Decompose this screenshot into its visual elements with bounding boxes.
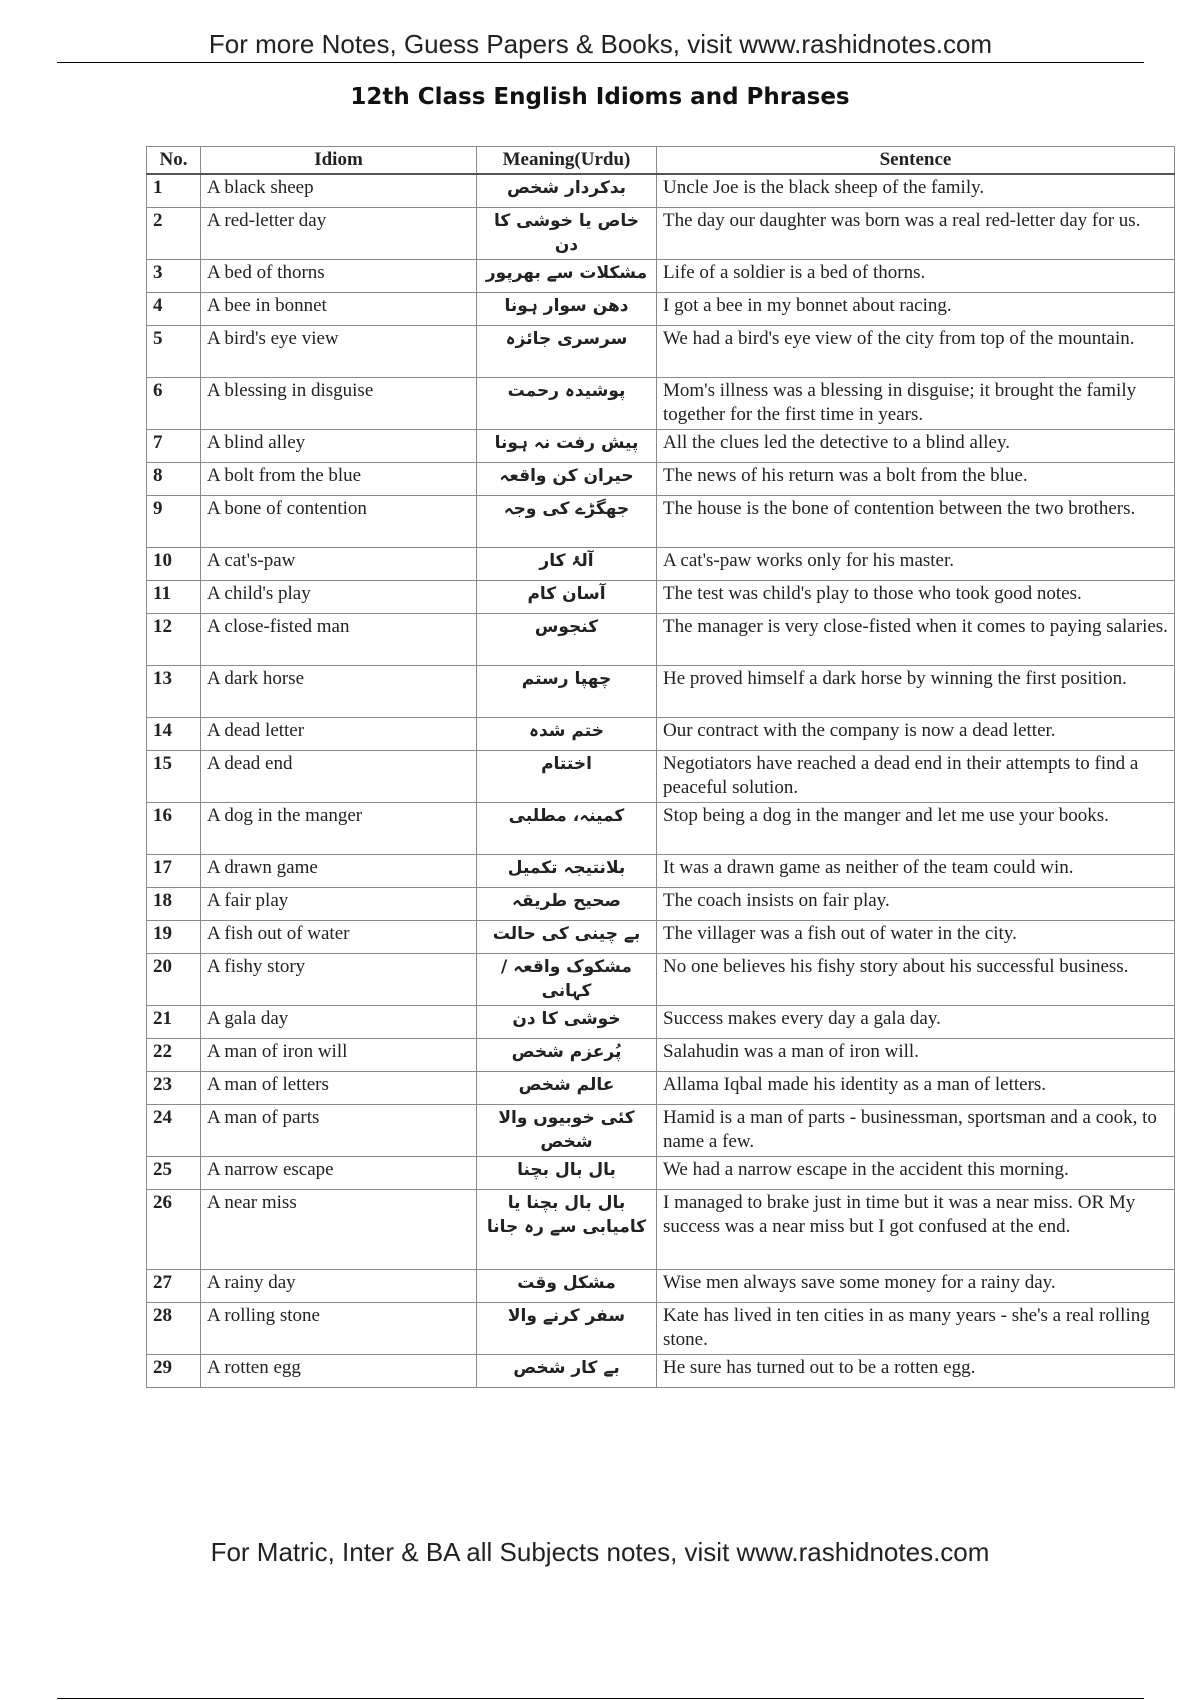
cell-sentence: Allama Iqbal made his identity as a man of letters. [657,1071,1175,1104]
cell-number: 25 [147,1156,201,1189]
table-row [147,920,1175,953]
table-header-row [147,147,1175,175]
cell-sentence: The news of his return was a bolt from the blue. [657,462,1175,495]
cell-urdu-meaning: چھپا رستم [477,665,657,717]
cell-sentence: He proved himself a dark horse by winning the first position. [657,665,1175,717]
table-row [147,854,1175,887]
cell-number: 4 [147,292,201,325]
cell-sentence: The test was child's play to those who took good notes. [657,580,1175,613]
cell-urdu-meaning: اختتام [477,750,657,802]
cell-idiom: A blind alley [201,429,477,462]
cell-urdu-meaning: جھگڑے کی وجہ [477,495,657,547]
cell-sentence: Our contract with the company is now a dead letter. [657,717,1175,750]
cell-urdu-meaning: بال بال بچنا یا کامیابی سے رہ جانا [477,1189,657,1269]
table-row [147,174,1175,207]
cell-idiom: A drawn game [201,854,477,887]
cell-number: 16 [147,802,201,854]
cell-number: 9 [147,495,201,547]
cell-number: 1 [147,174,201,207]
table-row [147,1189,1175,1269]
cell-idiom: A fish out of water [201,920,477,953]
table-row [147,292,1175,325]
cell-urdu-meaning: بے کار شخص [477,1354,657,1387]
cell-urdu-meaning: حیران کن واقعہ [477,462,657,495]
cell-idiom: A rotten egg [201,1354,477,1387]
cell-idiom: A bolt from the blue [201,462,477,495]
table-row [147,547,1175,580]
cell-idiom: A gala day [201,1005,477,1038]
page-header: For more Notes, Guess Papers & Books, visit www.rashidnotes.com [57,28,1144,63]
bottom-rule [57,1698,1144,1699]
column-header-idiom: Idiom [201,147,477,175]
table-row [147,1354,1175,1387]
table-row [147,750,1175,802]
cell-urdu-meaning: آلۂ کار [477,547,657,580]
cell-idiom: A man of letters [201,1071,477,1104]
cell-urdu-meaning: دھن سوار ہونا [477,292,657,325]
cell-sentence: He sure has turned out to be a rotten egg. [657,1354,1175,1387]
cell-sentence: Uncle Joe is the black sheep of the family. [657,174,1175,207]
cell-sentence: The coach insists on fair play. [657,887,1175,920]
cell-idiom: A man of iron will [201,1038,477,1071]
cell-number: 15 [147,750,201,802]
cell-number: 3 [147,259,201,292]
cell-idiom: A dog in the manger [201,802,477,854]
cell-idiom: A dead letter [201,717,477,750]
cell-urdu-meaning: سرسری جائزہ [477,325,657,377]
cell-number: 24 [147,1104,201,1156]
cell-sentence: Life of a soldier is a bed of thorns. [657,259,1175,292]
cell-idiom: A bee in bonnet [201,292,477,325]
cell-sentence: No one believes his fishy story about his successful business. [657,953,1175,1005]
cell-idiom: A blessing in disguise [201,377,477,429]
column-header-meaning: Meaning(Urdu) [477,147,657,175]
table-row [147,429,1175,462]
cell-number: 11 [147,580,201,613]
cell-sentence: Negotiators have reached a dead end in their attempts to find a peaceful solution. [657,750,1175,802]
cell-urdu-meaning: سفر کرنے والا [477,1302,657,1354]
cell-idiom: A bone of contention [201,495,477,547]
cell-urdu-meaning: پیش رفت نہ ہونا [477,429,657,462]
cell-sentence: All the clues led the detective to a blind alley. [657,429,1175,462]
cell-urdu-meaning: پوشیدہ رحمت [477,377,657,429]
cell-sentence: Mom's illness was a blessing in disguise; it brought the family together for the first time in years. [657,377,1175,429]
cell-urdu-meaning: بدکردار شخص [477,174,657,207]
cell-number: 5 [147,325,201,377]
cell-idiom: A narrow escape [201,1156,477,1189]
cell-idiom: A bird's eye view [201,325,477,377]
table-row [147,953,1175,1005]
table-row [147,1302,1175,1354]
column-header-no: No. [147,147,201,175]
table-row [147,613,1175,665]
page-title: 12th Class English Idioms and Phrases [350,84,850,110]
table-row [147,259,1175,292]
table-row [147,580,1175,613]
cell-urdu-meaning: کنجوس [477,613,657,665]
cell-idiom: A dark horse [201,665,477,717]
cell-idiom: A dead end [201,750,477,802]
cell-idiom: A close-fisted man [201,613,477,665]
table-row [147,462,1175,495]
cell-number: 13 [147,665,201,717]
cell-urdu-meaning: پُرعزم شخص [477,1038,657,1071]
cell-sentence: Hamid is a man of parts - businessman, sportsman and a cook, to name a few. [657,1104,1175,1156]
cell-number: 6 [147,377,201,429]
cell-sentence: The house is the bone of contention between the two brothers. [657,495,1175,547]
cell-urdu-meaning: مشکوک واقعہ / کہانی [477,953,657,1005]
cell-number: 21 [147,1005,201,1038]
cell-number: 22 [147,1038,201,1071]
table-row [147,1104,1175,1156]
cell-urdu-meaning: آسان کام [477,580,657,613]
cell-number: 20 [147,953,201,1005]
cell-sentence: Stop being a dog in the manger and let me use your books. [657,802,1175,854]
cell-urdu-meaning: مشکل وقت [477,1269,657,1302]
table-row [147,1156,1175,1189]
cell-number: 7 [147,429,201,462]
cell-idiom: A red-letter day [201,207,477,259]
cell-sentence: I got a bee in my bonnet about racing. [657,292,1175,325]
cell-idiom: A rainy day [201,1269,477,1302]
cell-number: 8 [147,462,201,495]
cell-number: 10 [147,547,201,580]
table-body [147,174,1175,1387]
idioms-table [146,146,1175,1388]
cell-urdu-meaning: ختم شدہ [477,717,657,750]
cell-number: 26 [147,1189,201,1269]
cell-urdu-meaning: عالم شخص [477,1071,657,1104]
table-row [147,887,1175,920]
page-footer: For Matric, Inter & BA all Subjects notes, visit www.rashidnotes.com [210,1537,990,1567]
cell-sentence: I managed to brake just in time but it was a near miss. OR My success was a near miss but I got confused at the end. [657,1189,1175,1269]
cell-urdu-meaning: خوشی کا دن [477,1005,657,1038]
table-row [147,802,1175,854]
cell-sentence: Success makes every day a gala day. [657,1005,1175,1038]
cell-urdu-meaning: کئی خوبیوں والا شخص [477,1104,657,1156]
table-row [147,207,1175,259]
cell-idiom: A rolling stone [201,1302,477,1354]
table-row [147,325,1175,377]
cell-urdu-meaning: کمینہ، مطلبی [477,802,657,854]
cell-number: 29 [147,1354,201,1387]
cell-number: 28 [147,1302,201,1354]
cell-number: 17 [147,854,201,887]
cell-urdu-meaning: مشکلات سے بھرپور [477,259,657,292]
cell-urdu-meaning: صحیح طریقہ [477,887,657,920]
table-row [147,717,1175,750]
column-header-sentence: Sentence [657,147,1175,175]
cell-number: 18 [147,887,201,920]
cell-idiom: A fair play [201,887,477,920]
cell-urdu-meaning: خاص یا خوشی کا دن [477,207,657,259]
table-row [147,1269,1175,1302]
cell-idiom: A black sheep [201,174,477,207]
cell-number: 23 [147,1071,201,1104]
cell-number: 12 [147,613,201,665]
cell-sentence: It was a drawn game as neither of the team could win. [657,854,1175,887]
cell-sentence: We had a narrow escape in the accident this morning. [657,1156,1175,1189]
cell-idiom: A child's play [201,580,477,613]
cell-sentence: We had a bird's eye view of the city from top of the mountain. [657,325,1175,377]
cell-number: 19 [147,920,201,953]
cell-sentence: The manager is very close-fisted when it comes to paying salaries. [657,613,1175,665]
cell-sentence: The day our daughter was born was a real red-letter day for us. [657,207,1175,259]
cell-idiom: A fishy story [201,953,477,1005]
table-row [147,377,1175,429]
cell-idiom: A man of parts [201,1104,477,1156]
cell-idiom: A bed of thorns [201,259,477,292]
cell-sentence: Kate has lived in ten cities in as many years - she's a real rolling stone. [657,1302,1175,1354]
cell-idiom: A cat's-paw [201,547,477,580]
cell-urdu-meaning: بال بال بچنا [477,1156,657,1189]
cell-sentence: Salahudin was a man of iron will. [657,1038,1175,1071]
cell-sentence: Wise men always save some money for a rainy day. [657,1269,1175,1302]
table-row [147,1071,1175,1104]
cell-sentence: A cat's-paw works only for his master. [657,547,1175,580]
cell-urdu-meaning: بلانتیجہ تکمیل [477,854,657,887]
cell-number: 14 [147,717,201,750]
table-row [147,665,1175,717]
table-row [147,1005,1175,1038]
table-row [147,1038,1175,1071]
cell-sentence: The villager was a fish out of water in the city. [657,920,1175,953]
cell-number: 2 [147,207,201,259]
cell-number: 27 [147,1269,201,1302]
table-row [147,495,1175,547]
cell-idiom: A near miss [201,1189,477,1269]
cell-urdu-meaning: بے چینی کی حالت [477,920,657,953]
